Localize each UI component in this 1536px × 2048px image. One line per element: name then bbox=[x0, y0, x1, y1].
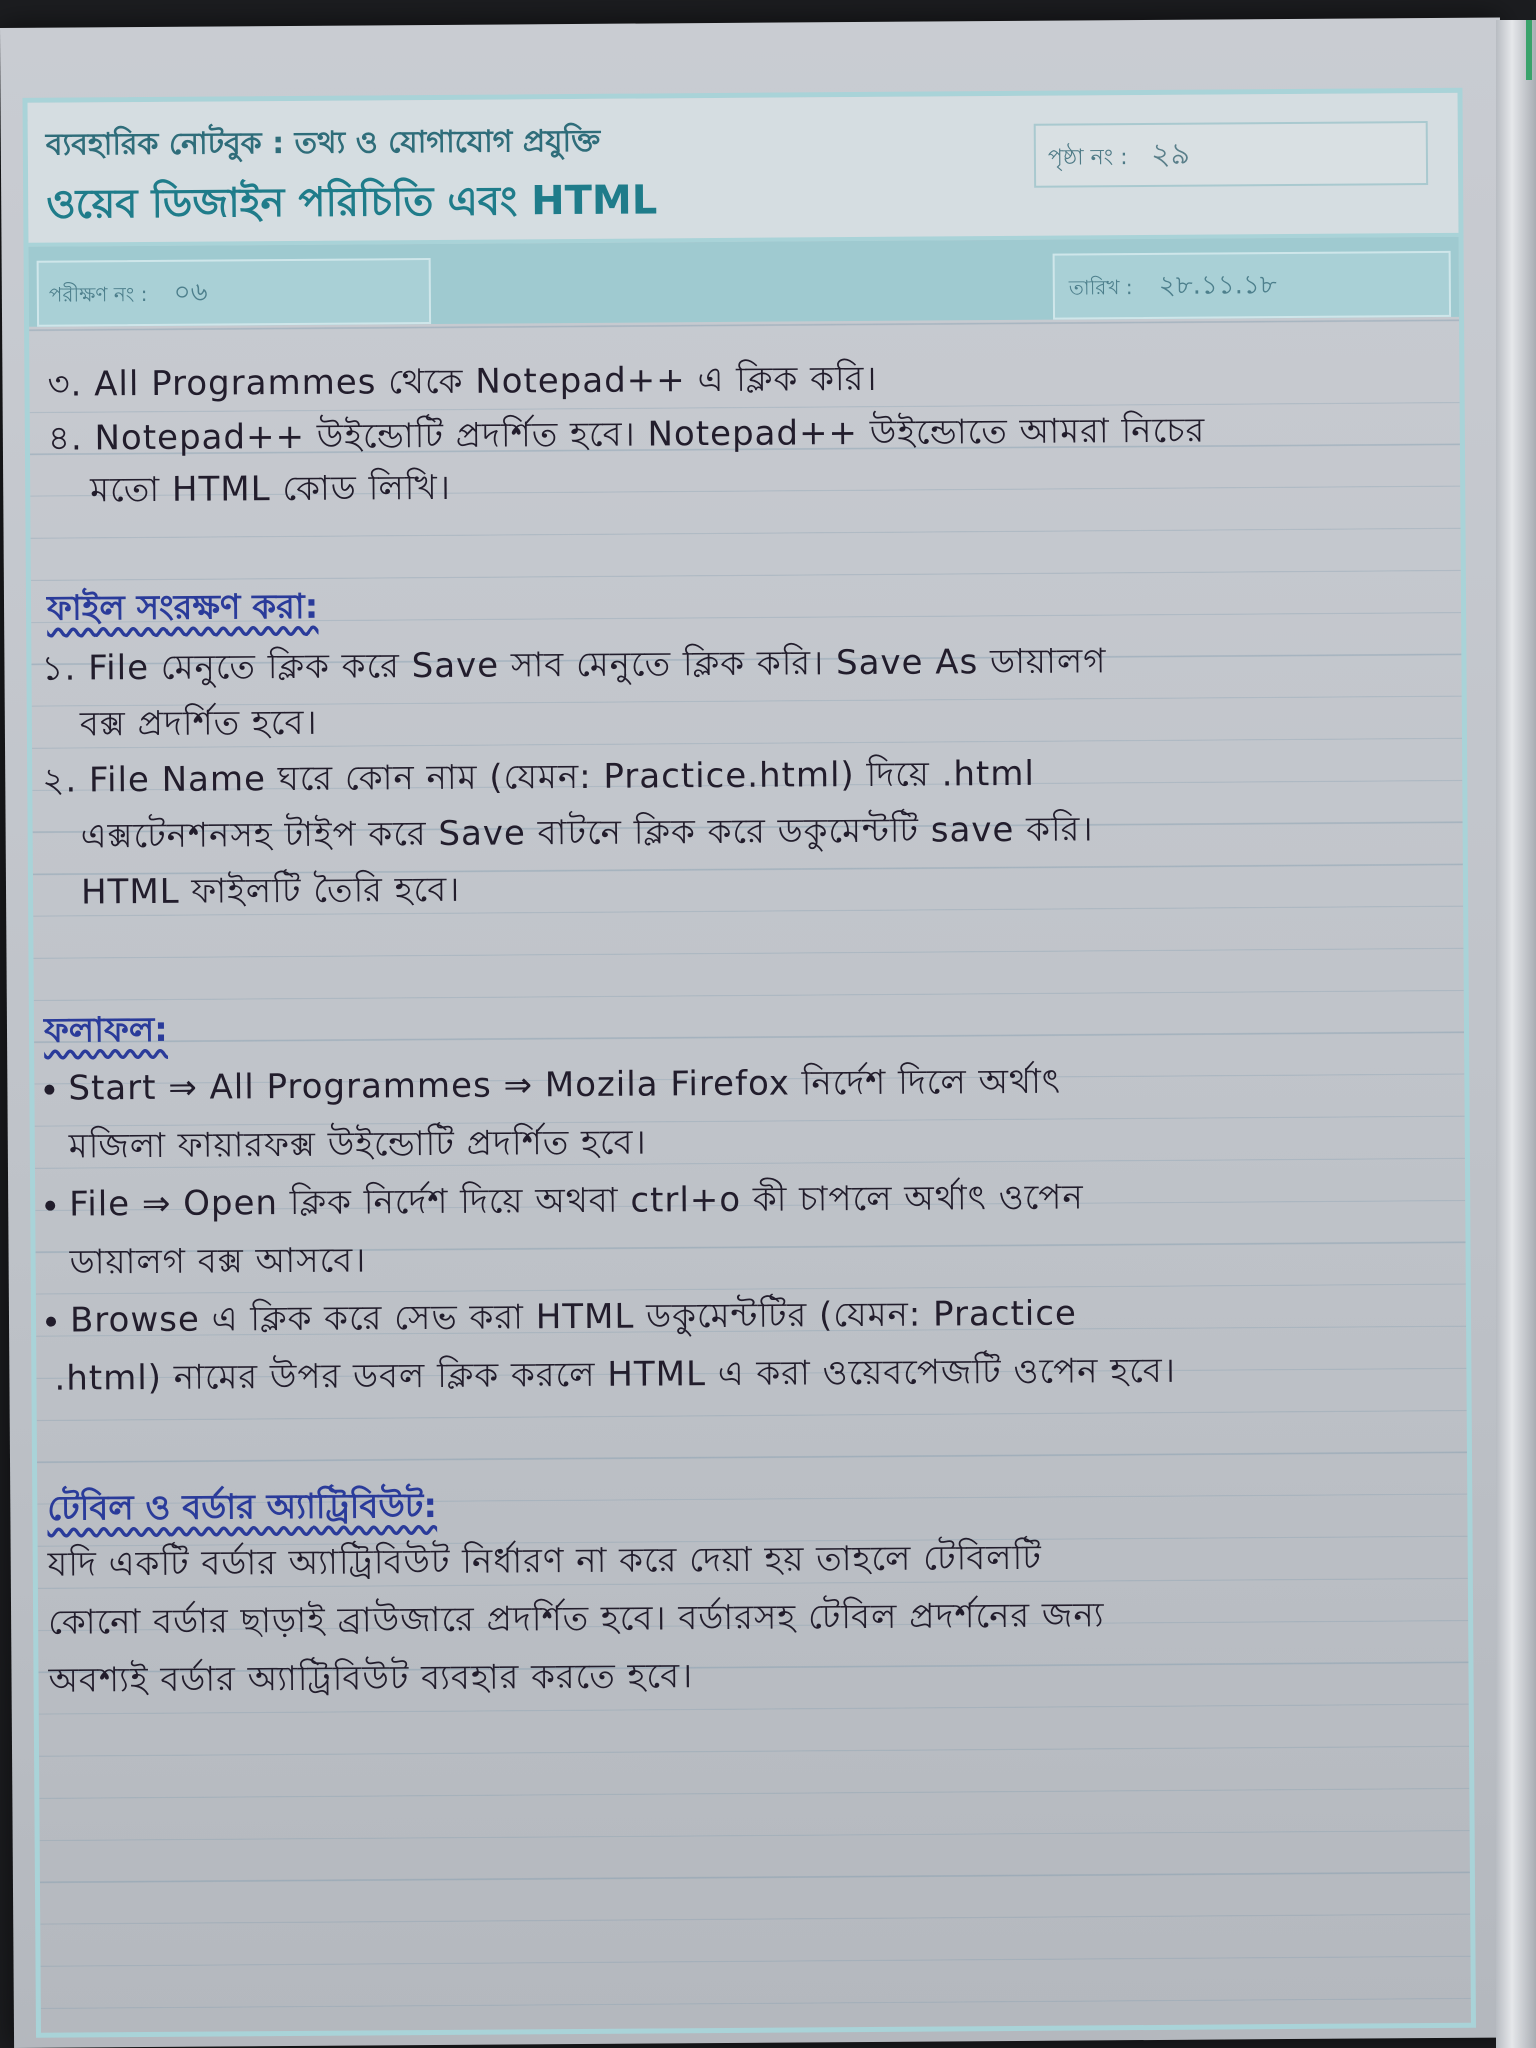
save-line: এক্সটেনশনসহ টাইপ করে Save বাটনে ক্লিক করে ডকুমেন্টটি save করি। bbox=[80, 809, 1094, 857]
table-border-line: অবশ্যই বর্ডার অ্যাট্রিবিউট ব্যবহার করতে হবে। bbox=[48, 1656, 694, 1701]
save-line: ১. File মেনুতে ক্লিক করে Save সাব মেনুতে ক্লিক করি। Save As ডায়ালগ bbox=[41, 641, 1107, 689]
table-border-line: যদি একটি বর্ডার অ্যাট্রিবিউট নির্ধারণ না করে দেয়া হয় তাহলে টেবিলটি bbox=[47, 1537, 1042, 1585]
date-value: ২৮.১১.১৮ bbox=[1158, 270, 1277, 301]
experiment-label: পরীক্ষণ নং : bbox=[48, 281, 148, 307]
table-border-heading: টেবিল ও বর্ডার অ্যাট্রিবিউট: bbox=[47, 1485, 438, 1529]
book-title: ব্যবহারিক নোটবুক : তথ্য ও যোগাযোগ প্রযুক্তি bbox=[45, 123, 601, 163]
date-label: তারিখ : bbox=[1068, 275, 1133, 300]
step-3-line: ৩. All Programmes থেকে Notepad++ এ ক্লিক করি। bbox=[47, 358, 878, 405]
page-stack-edge bbox=[1496, 20, 1536, 2048]
experiment-number-box bbox=[37, 258, 431, 327]
save-line: HTML ফাইলটি তৈরি হবে। bbox=[80, 869, 461, 913]
result-line: Browse এ ক্লিক করে সেভ করা HTML ডকুমেন্টটির (যেমন: Practice bbox=[69, 1293, 1078, 1341]
bullet-dot bbox=[44, 1085, 54, 1095]
page-header bbox=[28, 93, 1459, 247]
page-number: ২৯ bbox=[1150, 136, 1191, 172]
save-line: ২. File Name ঘরে কোন নাম (যেমন: Practice.html) দিয়ে .html bbox=[42, 753, 1036, 801]
date-box bbox=[1053, 251, 1451, 320]
save-file-heading: ফাইল সংরক্ষণ করা: bbox=[46, 586, 319, 629]
table-border-line: কোনো বর্ডার ছাড়াই ব্রাউজারে প্রদর্শিত হবে। বর্ডারসহ টেবিল প্রদর্শনের জন্য bbox=[47, 1595, 1105, 1643]
step-4-line: ৪. Notepad++ উইন্ডোটি প্রদর্শিত হবে। Notepad++ উইন্ডোতে আমরা নিচের bbox=[47, 410, 1206, 459]
result-line: Start ⇒ All Programmes ⇒ Mozila Firefox নির্দেশ দিলে অর্থাৎ bbox=[68, 1061, 1062, 1109]
experiment-number: ০৬ bbox=[173, 277, 208, 308]
step-4-continuation: মতো HTML কোড লিখি। bbox=[90, 467, 452, 511]
result-line: মজিলা ফায়ারফক্স উইন্ডোটি প্রদর্শিত হবে। bbox=[68, 1122, 647, 1167]
result-line: File ⇒ Open ক্লিক নির্দেশ দিয়ে অথবা ctrl+o কী চাপলে অর্থাৎ ওপেন bbox=[69, 1177, 1084, 1225]
save-line: বক্স প্রদর্শিত হবে। bbox=[79, 702, 318, 745]
page-frame bbox=[22, 88, 1476, 2038]
page-number-box bbox=[1034, 121, 1428, 188]
result-line: ডায়ালগ বক্স আসবে। bbox=[69, 1240, 367, 1283]
result-heading: ফলাফল: bbox=[43, 1009, 168, 1051]
result-line: .html) নামের উপর ডবল ক্লিক করলে HTML এ করা ওয়েবপেজটি ওপেন হবে। bbox=[54, 1350, 1177, 1399]
bullet-dot bbox=[45, 1201, 55, 1211]
chapter-title: ওয়েব ডিজাইন পরিচিতি এবং HTML bbox=[46, 177, 658, 228]
notebook-page bbox=[0, 18, 1514, 2048]
page-number-label: পৃষ্ঠা নং : bbox=[1047, 145, 1128, 171]
bullet-dot bbox=[46, 1317, 56, 1327]
